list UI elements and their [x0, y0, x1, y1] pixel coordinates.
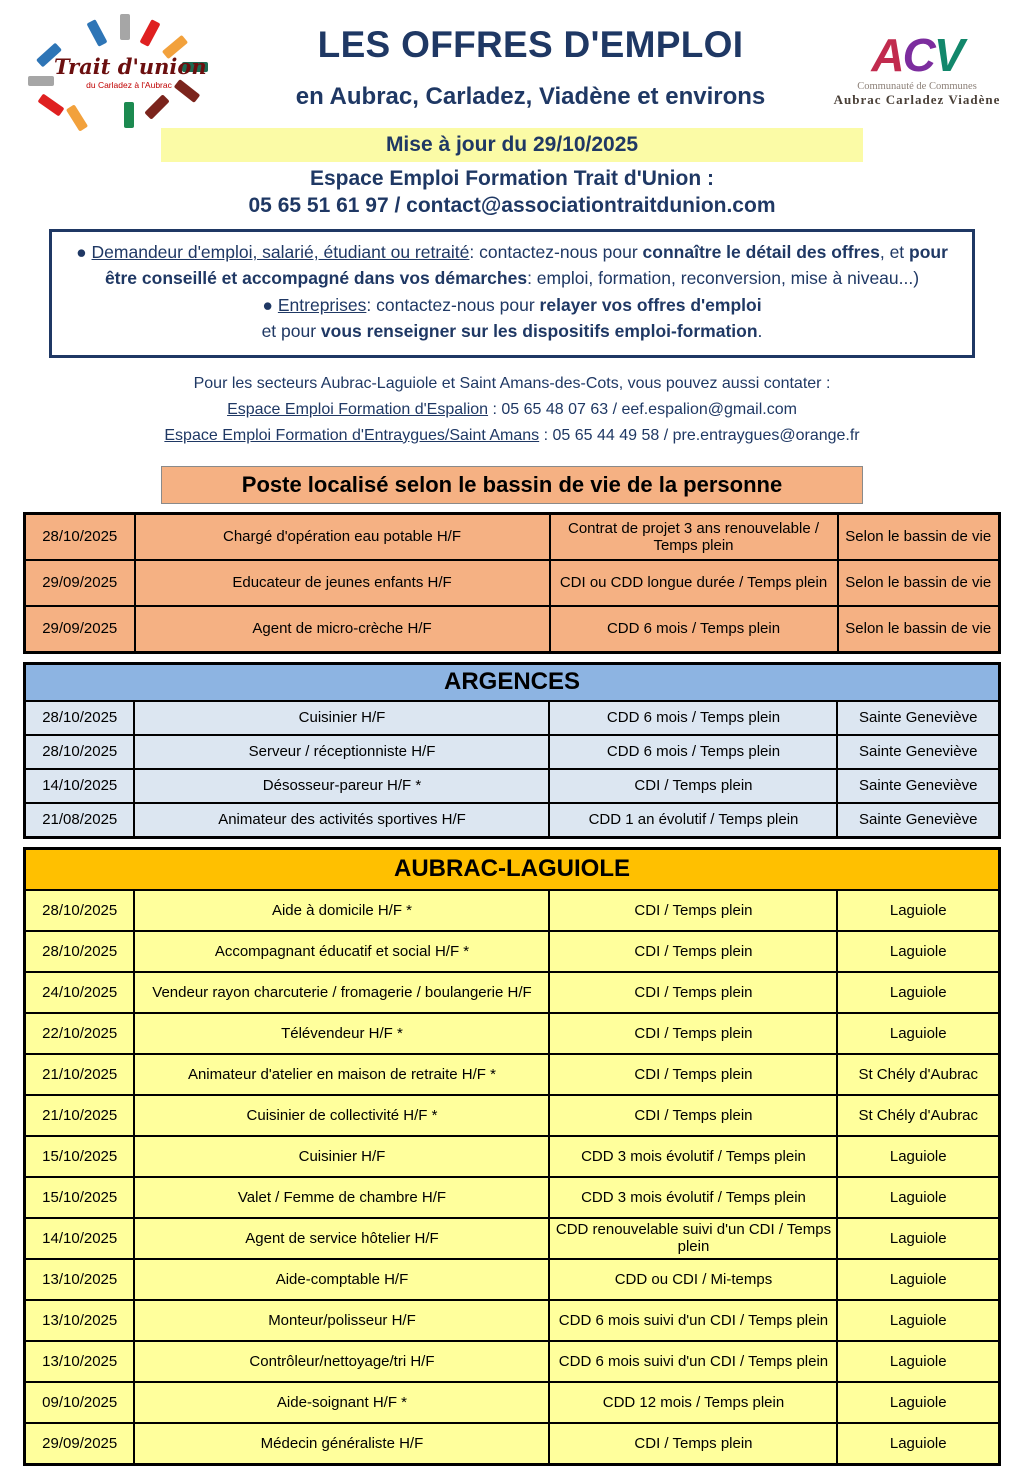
cell-contract: CDD ou CDI / Mi-temps: [549, 1259, 837, 1300]
contacts-intro: Pour les secteurs Aubrac-Laguiole et Saint Amans-des-Cots, vous pouvez aussi contater :: [193, 375, 831, 392]
cell-location: St Chély d'Aubrac: [837, 1054, 999, 1095]
logo-name: Trait d'union: [54, 54, 207, 79]
section-header-row: [24, 848, 999, 890]
companies-bold1: relayer vos offres d'emploi: [539, 294, 762, 315]
contact-line-espalion: [0, 397, 1024, 423]
cell-date: 15/10/2025: [24, 1136, 134, 1177]
table-row: [24, 1136, 999, 1177]
logo-dash-icon: [37, 93, 64, 116]
cell-job-title: Agent de micro-crèche H/F: [135, 606, 550, 653]
cell-location: Selon le bassin de vie: [838, 513, 1000, 560]
espalion-label: Espace Emploi Formation d'Espalion: [227, 400, 489, 418]
cell-date: 28/10/2025: [24, 890, 134, 931]
acv-logo: [832, 29, 1002, 108]
cell-contract: CDI / Temps plein: [549, 1423, 837, 1465]
bullet-item-companies: [68, 292, 956, 345]
cell-date: 28/10/2025: [24, 735, 134, 769]
cell-location: Laguiole: [837, 1423, 999, 1465]
cell-job-title: Valet / Femme de chambre H/F: [134, 1177, 549, 1218]
logo-dash-icon: [139, 19, 160, 47]
job-table-bassin: [23, 512, 1001, 654]
section-title-cell: ARGENCES: [24, 663, 999, 701]
table-row: [24, 931, 999, 972]
section-title-cell: AUBRAC-LAGUIOLE: [24, 848, 999, 890]
page-title: LES OFFRES D'EMPLOI: [317, 24, 744, 65]
cell-job-title: Contrôleur/nettoyage/tri H/F: [134, 1341, 549, 1382]
cell-job-title: Chargé d'opération eau potable H/F: [135, 513, 550, 560]
cell-job-title: Désosseur-pareur H/F *: [134, 769, 549, 803]
logo-dash-icon: [124, 102, 134, 128]
cell-location: Laguiole: [837, 1013, 999, 1054]
cell-contract: CDD 12 mois / Temps plein: [549, 1382, 837, 1423]
cell-date: 29/09/2025: [25, 560, 135, 606]
cell-location: Laguiole: [837, 1218, 999, 1259]
cell-location: Laguiole: [837, 1136, 999, 1177]
logo-tagline: du Carladez à l'Aubrac: [86, 80, 172, 90]
jobseekers-text: : contactez-nous pour: [469, 242, 643, 262]
table-row: [24, 1054, 999, 1095]
contact-line-entraygues: [0, 423, 1024, 449]
cell-date: 14/10/2025: [24, 1218, 134, 1259]
cell-contract: CDD 6 mois / Temps plein: [549, 735, 837, 769]
cell-job-title: Cuisinier de collectivité H/F *: [134, 1095, 549, 1136]
cell-date: 13/10/2025: [24, 1259, 134, 1300]
companies-bold2: vous renseigner sur les dispositifs emploi-formation: [320, 320, 758, 341]
info-box: [49, 229, 975, 358]
table-row: [24, 735, 999, 769]
update-banner: Mise à jour du 29/10/2025: [161, 128, 863, 162]
acv-letter-a: A: [871, 29, 903, 81]
cell-contract: CDI / Temps plein: [549, 890, 837, 931]
cell-job-title: Serveur / réceptionniste H/F: [134, 735, 549, 769]
cell-job-title: Aide à domicile H/F *: [134, 890, 549, 931]
page-subtitle: en Aubrac, Carladez, Viadène et environs: [295, 83, 766, 110]
header: [0, 0, 1024, 121]
cell-location: Laguiole: [837, 1177, 999, 1218]
cell-job-title: Animateur d'atelier en maison de retraite H/F *: [134, 1054, 549, 1095]
section-header-row: [24, 663, 999, 701]
cell-location: Laguiole: [837, 1259, 999, 1300]
cell-date: 09/10/2025: [24, 1382, 134, 1423]
cell-location: Sainte Geneviève: [837, 701, 999, 735]
cell-location: Sainte Geneviève: [837, 803, 999, 838]
entraygues-details: : 05 65 44 49 58 / pre.entraygues@orange.fr: [539, 426, 860, 444]
cell-contract: CDD 3 mois évolutif / Temps plein: [549, 1136, 837, 1177]
job-table-aubrac-laguiole: [23, 847, 1001, 1466]
cell-contract: CDI ou CDD longue durée / Temps plein: [550, 560, 838, 606]
logo-dash-icon: [120, 14, 130, 40]
cell-date: 21/10/2025: [24, 1095, 134, 1136]
acv-letter-c: C: [902, 29, 934, 81]
jobseekers-tail: : emploi, formation, reconversion, mise à niveau...): [527, 268, 920, 289]
cell-location: Laguiole: [837, 972, 999, 1013]
phone-email-line: 05 65 51 61 97 / contact@associationtraitdunion.com: [248, 194, 776, 217]
table-row: [24, 1177, 999, 1218]
cell-location: Laguiole: [837, 1300, 999, 1341]
cell-job-title: Monteur/polisseur H/F: [134, 1300, 549, 1341]
cell-location: Laguiole: [837, 890, 999, 931]
cell-location: St Chély d'Aubrac: [837, 1095, 999, 1136]
cell-date: 21/08/2025: [24, 803, 134, 838]
cell-location: Laguiole: [837, 1382, 999, 1423]
cell-date: 29/09/2025: [25, 606, 135, 653]
companies-text2: et pour: [261, 320, 321, 341]
companies-lead: Entreprises: [277, 294, 367, 315]
cell-contract: CDI / Temps plein: [549, 1095, 837, 1136]
acv-letter-v: V: [933, 29, 963, 81]
cell-date: 13/10/2025: [24, 1300, 134, 1341]
cell-date: 29/09/2025: [24, 1423, 134, 1465]
cell-job-title: Aide-comptable H/F: [134, 1259, 549, 1300]
table-row: [25, 560, 1000, 606]
cell-job-title: Télévendeur H/F *: [134, 1013, 549, 1054]
table-row: [24, 803, 999, 838]
jobseekers-lead: Demandeur d'emploi, salarié, étudiant ou retraité: [91, 242, 470, 262]
cell-contract: CDD 1 an évolutif / Temps plein: [549, 803, 837, 838]
entraygues-label: Espace Emploi Formation d'Entraygues/Saint Amans: [164, 426, 540, 444]
cell-date: 14/10/2025: [24, 769, 134, 803]
table-row: [24, 701, 999, 735]
companies-text: : contactez-nous pour: [366, 294, 540, 315]
table-row: [24, 1423, 999, 1465]
companies-tail: .: [757, 320, 763, 341]
other-contacts: [0, 371, 1024, 449]
cell-location: Selon le bassin de vie: [838, 560, 1000, 606]
cell-job-title: Cuisinier H/F: [134, 701, 549, 735]
cell-contract: CDD 6 mois / Temps plein: [550, 606, 838, 653]
cell-contract: CDD 6 mois suivi d'un CDI / Temps plein: [549, 1341, 837, 1382]
table-row: [24, 1013, 999, 1054]
cell-job-title: Agent de service hôtelier H/F: [134, 1218, 549, 1259]
cell-location: Laguiole: [837, 931, 999, 972]
table-row: [24, 1382, 999, 1423]
cell-contract: CDD renouvelable suivi d'un CDI / Temps plein: [549, 1218, 837, 1259]
jobseekers-text2: , et: [879, 242, 910, 262]
table-row: [25, 513, 1000, 560]
cell-date: 28/10/2025: [24, 701, 134, 735]
table-row: [24, 1095, 999, 1136]
cell-job-title: Educateur de jeunes enfants H/F: [135, 560, 550, 606]
bullet-marker: ●: [262, 294, 273, 315]
bullet-marker: ●: [76, 242, 87, 262]
table-row: [24, 1341, 999, 1382]
table-row: [24, 1259, 999, 1300]
section-band-title: Poste localisé selon le bassin de vie de la personne: [161, 466, 863, 504]
cell-date: 28/10/2025: [24, 931, 134, 972]
table-row: [24, 769, 999, 803]
table-row: [24, 1218, 999, 1259]
cell-contract: CDI / Temps plein: [549, 769, 837, 803]
cell-location: Selon le bassin de vie: [838, 606, 1000, 653]
org-name-line: Espace Emploi Formation Trait d'Union :: [309, 167, 715, 190]
job-table-argences: [23, 662, 1001, 839]
cell-contract: CDI / Temps plein: [549, 1054, 837, 1095]
acv-org-line2: Aubrac Carladez Viadène: [833, 92, 1001, 107]
logo-dash-icon: [86, 19, 107, 47]
logo-text: [54, 54, 207, 90]
cell-job-title: Vendeur rayon charcuterie / fromagerie / boulangerie H/F: [134, 972, 549, 1013]
cell-job-title: Animateur des activités sportives H/F: [134, 803, 549, 838]
cell-job-title: Accompagnant éducatif et social H/F *: [134, 931, 549, 972]
acv-acronym: [832, 29, 1002, 81]
cell-date: 22/10/2025: [24, 1013, 134, 1054]
cell-location: Sainte Geneviève: [837, 735, 999, 769]
cell-date: 24/10/2025: [24, 972, 134, 1013]
cell-job-title: Aide-soignant H/F *: [134, 1382, 549, 1423]
cell-contract: CDD 6 mois suivi d'un CDI / Temps plein: [549, 1300, 837, 1341]
cell-contract: CDD 6 mois / Temps plein: [549, 701, 837, 735]
table-row: [25, 606, 1000, 653]
cell-date: 21/10/2025: [24, 1054, 134, 1095]
cell-contract: CDI / Temps plein: [549, 931, 837, 972]
espalion-details: : 05 65 48 07 63 / eef.espalion@gmail.com: [488, 400, 797, 418]
table-row: [24, 890, 999, 931]
table-row: [24, 972, 999, 1013]
cell-location: Laguiole: [837, 1341, 999, 1382]
cell-contract: CDI / Temps plein: [549, 1013, 837, 1054]
cell-date: 15/10/2025: [24, 1177, 134, 1218]
bullet-item-jobseekers: [68, 239, 956, 292]
logo-dash-icon: [66, 104, 88, 131]
logo-dash-icon: [28, 76, 54, 86]
cell-job-title: Cuisinier H/F: [134, 1136, 549, 1177]
cell-date: 28/10/2025: [25, 513, 135, 560]
cell-contract: CDI / Temps plein: [549, 972, 837, 1013]
acv-org-line1: Communauté de Communes: [857, 81, 977, 92]
table-row: [24, 1300, 999, 1341]
jobseekers-bold2: pour être conseillé et accompagné dans vos démarches: [104, 242, 948, 289]
cell-location: Sainte Geneviève: [837, 769, 999, 803]
header-titles: [229, 16, 832, 111]
jobseekers-bold1: connaître le détail des offres: [642, 242, 880, 262]
cell-contract: CDD 3 mois évolutif / Temps plein: [549, 1177, 837, 1218]
logo-dash-icon: [144, 94, 169, 119]
trait-dunion-logo: [24, 16, 229, 121]
cell-job-title: Médecin généraliste H/F: [134, 1423, 549, 1465]
cell-date: 13/10/2025: [24, 1341, 134, 1382]
cell-contract: Contrat de projet 3 ans renouvelable / Temps plein: [550, 513, 838, 560]
